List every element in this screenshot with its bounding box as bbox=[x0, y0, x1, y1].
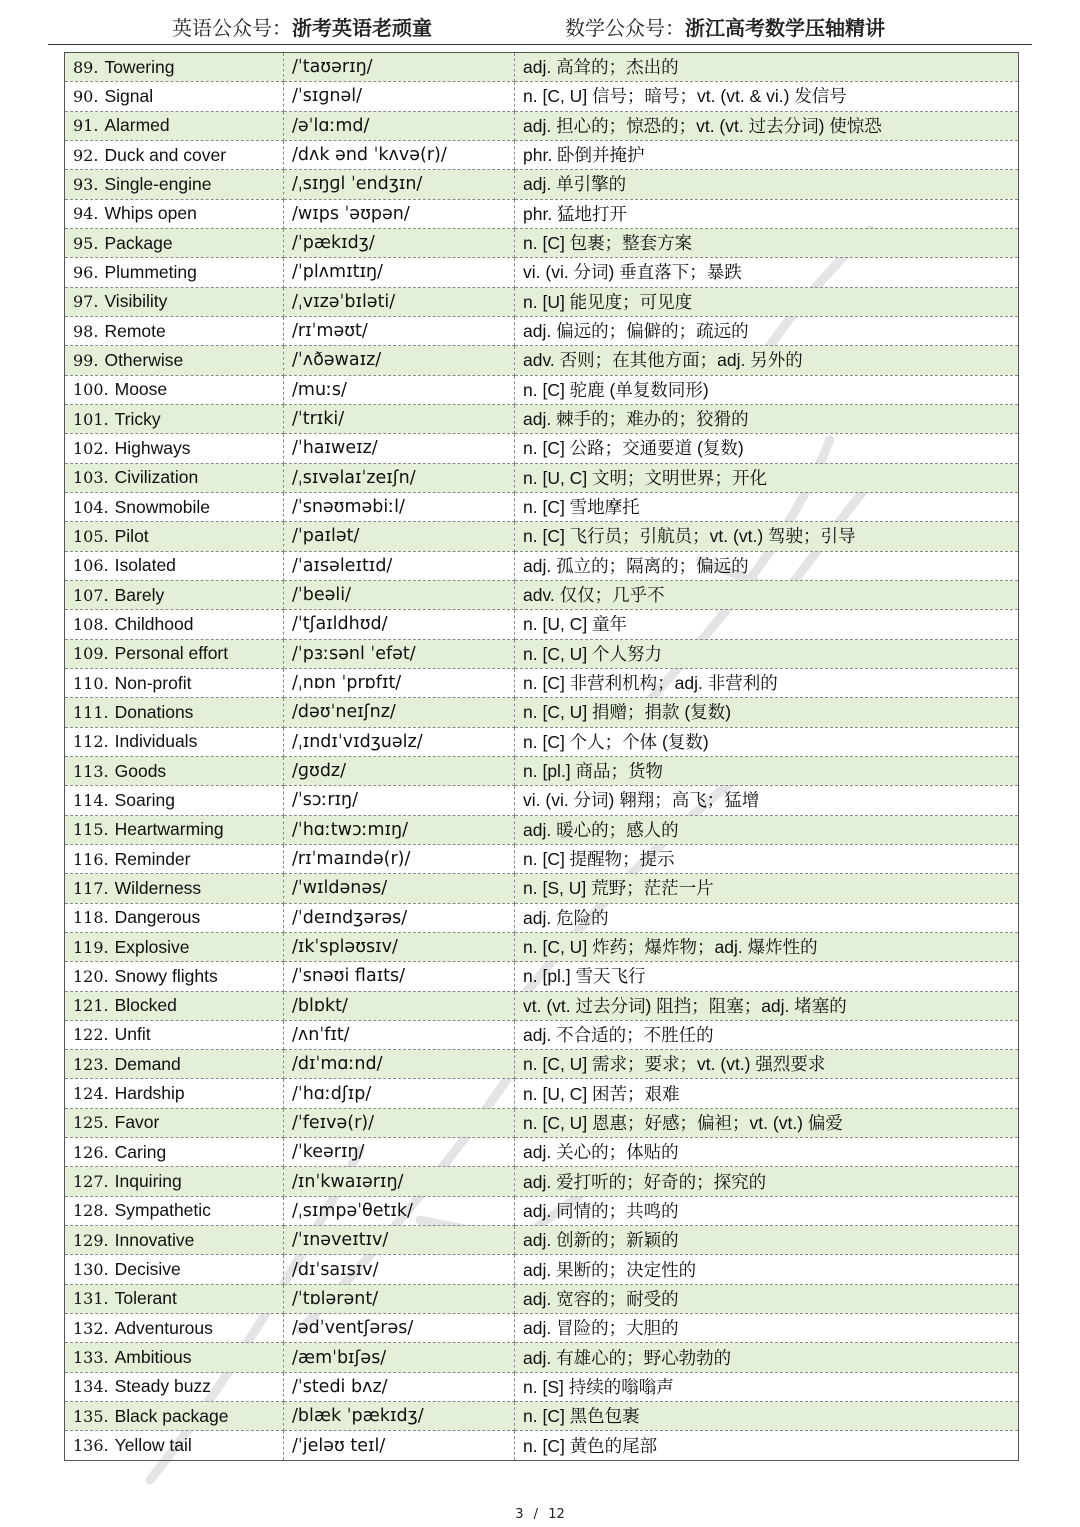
table-row bbox=[65, 756, 1019, 785]
entry-word: Plummeting bbox=[104, 261, 197, 282]
entry-meaning: n. [S] 持续的嗡嗡声 bbox=[515, 1372, 1019, 1401]
entry-cell bbox=[65, 932, 284, 961]
table-row bbox=[65, 170, 1019, 199]
entry-meaning: adj. 果断的；决定性的 bbox=[515, 1255, 1019, 1284]
table-row bbox=[65, 1138, 1019, 1167]
entry-word: Explosive bbox=[114, 936, 190, 957]
entry-cell bbox=[65, 1079, 284, 1108]
entry-word: Tricky bbox=[114, 408, 161, 429]
entry-word: Towering bbox=[104, 56, 175, 77]
entry-meaning: n. [C, U] 恩惠；好感；偏袒；vt. (vt.) 偏爱 bbox=[515, 1108, 1019, 1137]
entry-phonetic: /ˌsɪŋɡl ˈendʒɪn/ bbox=[284, 170, 515, 199]
table-row bbox=[65, 698, 1019, 727]
entry-word: Wilderness bbox=[114, 877, 202, 898]
table-row bbox=[65, 962, 1019, 991]
entry-phonetic: /ˈtaʊərɪŋ/ bbox=[284, 53, 515, 82]
entry-word: Remote bbox=[104, 320, 166, 341]
table-row bbox=[65, 668, 1019, 697]
entry-word: Heartwarming bbox=[114, 819, 224, 840]
vocabulary-table bbox=[64, 52, 1019, 1461]
entry-number: 126. bbox=[73, 1142, 109, 1162]
entry-cell bbox=[65, 199, 284, 228]
table-row bbox=[65, 1226, 1019, 1255]
table-row bbox=[65, 932, 1019, 961]
entry-word: Favor bbox=[114, 1112, 160, 1133]
entry-phonetic: /muːs/ bbox=[284, 375, 515, 404]
table-row bbox=[65, 551, 1019, 580]
entry-number: 108. bbox=[73, 614, 109, 634]
entry-number: 104. bbox=[73, 497, 109, 517]
entry-number: 121. bbox=[73, 996, 109, 1016]
entry-cell bbox=[65, 1050, 284, 1079]
page-total: 12 bbox=[548, 1507, 565, 1522]
table-row bbox=[65, 610, 1019, 639]
entry-phonetic: /ˈhɑːdʃɪp/ bbox=[284, 1079, 515, 1108]
table-row bbox=[65, 1108, 1019, 1137]
entry-word: Innovative bbox=[114, 1229, 195, 1250]
entry-number: 91. bbox=[73, 116, 99, 136]
entry-phonetic: /ˈtɒlərənt/ bbox=[284, 1284, 515, 1313]
entry-phonetic: /ɡʊdz/ bbox=[284, 756, 515, 785]
entry-word: Barely bbox=[114, 584, 165, 605]
entry-meaning: n. [C, U] 捐赠；捐款 (复数) bbox=[515, 698, 1019, 727]
entry-phonetic: /ˈsnəʊi flaɪts/ bbox=[284, 962, 515, 991]
entry-number: 116. bbox=[73, 849, 109, 869]
entry-word: Civilization bbox=[114, 467, 199, 488]
entry-number: 136. bbox=[73, 1436, 109, 1456]
entry-word: Alarmed bbox=[104, 115, 170, 136]
entry-number: 127. bbox=[73, 1172, 109, 1192]
entry-number: 111. bbox=[73, 702, 109, 722]
entry-phonetic: /blæk ˈpækɪdʒ/ bbox=[284, 1402, 515, 1431]
entry-word: Tolerant bbox=[114, 1288, 177, 1309]
entry-cell bbox=[65, 1020, 284, 1049]
entry-word: Yellow tail bbox=[114, 1435, 192, 1456]
entry-word: Decisive bbox=[114, 1259, 181, 1280]
entry-word: Blocked bbox=[114, 995, 177, 1016]
entry-word: Inquiring bbox=[114, 1171, 182, 1192]
table-row bbox=[65, 316, 1019, 345]
table-row bbox=[65, 786, 1019, 815]
entry-number: 133. bbox=[73, 1348, 109, 1368]
entry-cell bbox=[65, 1255, 284, 1284]
entry-word: Black package bbox=[114, 1405, 229, 1426]
table-row bbox=[65, 1431, 1019, 1460]
table-row bbox=[65, 404, 1019, 433]
entry-meaning: n. [C] 包裹；整套方案 bbox=[515, 228, 1019, 257]
entry-word: Whips open bbox=[104, 203, 197, 224]
entry-phonetic: /əˈlɑːmd/ bbox=[284, 111, 515, 140]
entry-phonetic: /ˈdeɪndʒərəs/ bbox=[284, 903, 515, 932]
entry-number: 123. bbox=[73, 1054, 109, 1074]
entry-cell bbox=[65, 610, 284, 639]
entry-number: 129. bbox=[73, 1230, 109, 1250]
entry-meaning: vi. (vi. 分词) 翱翔；高飞；猛增 bbox=[515, 786, 1019, 815]
entry-number: 114. bbox=[73, 790, 109, 810]
page-separator: / bbox=[533, 1507, 539, 1522]
entry-phonetic: /ˈkeərɪŋ/ bbox=[284, 1138, 515, 1167]
entry-number: 128. bbox=[73, 1201, 109, 1221]
entry-word: Snowmobile bbox=[114, 496, 210, 517]
table-row bbox=[65, 727, 1019, 756]
table-row bbox=[65, 111, 1019, 140]
entry-word: Unfit bbox=[114, 1024, 151, 1045]
entry-phonetic: /ˈpækɪdʒ/ bbox=[284, 228, 515, 257]
page-number: 3 bbox=[515, 1507, 524, 1522]
entry-meaning: n. [C] 驼鹿 (单复数同形) bbox=[515, 375, 1019, 404]
table-row bbox=[65, 463, 1019, 492]
entry-phonetic: /ˈsɔːrɪŋ/ bbox=[284, 786, 515, 815]
entry-meaning: adj. 孤立的；隔离的；偏远的 bbox=[515, 551, 1019, 580]
entry-number: 117. bbox=[73, 878, 109, 898]
entry-phonetic: /ˈplʌmɪtɪŋ/ bbox=[284, 258, 515, 287]
entry-meaning: adj. 单引擎的 bbox=[515, 170, 1019, 199]
entry-meaning: n. [C] 提醒物；提示 bbox=[515, 844, 1019, 873]
entry-phonetic: /ˌvɪzəˈbɪləti/ bbox=[284, 287, 515, 316]
entry-word: Moose bbox=[114, 379, 168, 400]
table-row bbox=[65, 1255, 1019, 1284]
entry-cell bbox=[65, 228, 284, 257]
entry-word: Duck and cover bbox=[104, 144, 227, 165]
table-row bbox=[65, 346, 1019, 375]
entry-phonetic: /dəʊˈneɪʃnz/ bbox=[284, 698, 515, 727]
table-row bbox=[65, 82, 1019, 111]
entry-cell bbox=[65, 1431, 284, 1460]
entry-phonetic: /ˈwɪldənəs/ bbox=[284, 874, 515, 903]
table-row bbox=[65, 1314, 1019, 1343]
entry-meaning: adj. 不合适的；不胜任的 bbox=[515, 1020, 1019, 1049]
entry-phonetic: /ˈbeəli/ bbox=[284, 580, 515, 609]
entry-phonetic: /rɪˈməʊt/ bbox=[284, 316, 515, 345]
entry-number: 135. bbox=[73, 1406, 109, 1426]
entry-phonetic: /ˈsɪɡnəl/ bbox=[284, 82, 515, 111]
table-row bbox=[65, 1167, 1019, 1196]
page-footer bbox=[0, 1507, 1080, 1522]
entry-meaning: vi. (vi. 分词) 垂直落下；暴跌 bbox=[515, 258, 1019, 287]
entry-word: Snowy flights bbox=[114, 965, 218, 986]
entry-number: 92. bbox=[73, 145, 99, 165]
entry-number: 120. bbox=[73, 966, 109, 986]
entry-cell bbox=[65, 1314, 284, 1343]
table-row bbox=[65, 287, 1019, 316]
entry-phonetic: /ˌɪndɪˈvɪdʒuəlz/ bbox=[284, 727, 515, 756]
entry-meaning: adj. 创新的；新颖的 bbox=[515, 1226, 1019, 1255]
entry-word: Dangerous bbox=[114, 907, 201, 928]
entry-cell bbox=[65, 1284, 284, 1313]
table-row bbox=[65, 1284, 1019, 1313]
entry-cell bbox=[65, 375, 284, 404]
entry-meaning: adv. 否则；在其他方面；adj. 另外的 bbox=[515, 346, 1019, 375]
table-row bbox=[65, 228, 1019, 257]
entry-phonetic: /ˈʌðəwaɪz/ bbox=[284, 346, 515, 375]
entry-meaning: adj. 偏远的；偏僻的；疏远的 bbox=[515, 316, 1019, 345]
entry-meaning: vt. (vt. 过去分词) 阻挡；阻塞；adj. 堵塞的 bbox=[515, 991, 1019, 1020]
entry-meaning: n. [U, C] 困苦；艰难 bbox=[515, 1079, 1019, 1108]
entry-cell bbox=[65, 698, 284, 727]
table-row bbox=[65, 1372, 1019, 1401]
entry-cell bbox=[65, 140, 284, 169]
entry-number: 98. bbox=[73, 321, 99, 341]
entry-meaning: n. [U, C] 文明；文明世界；开化 bbox=[515, 463, 1019, 492]
entry-number: 125. bbox=[73, 1113, 109, 1133]
entry-meaning: n. [S, U] 荒野；茫茫一片 bbox=[515, 874, 1019, 903]
table-row bbox=[65, 434, 1019, 463]
entry-cell bbox=[65, 258, 284, 287]
entry-cell bbox=[65, 53, 284, 82]
entry-number: 103. bbox=[73, 468, 109, 488]
table-row bbox=[65, 1050, 1019, 1079]
entry-cell bbox=[65, 346, 284, 375]
entry-cell bbox=[65, 962, 284, 991]
entry-number: 97. bbox=[73, 292, 99, 312]
entry-meaning: n. [C] 非营利机构；adj. 非营利的 bbox=[515, 668, 1019, 697]
table-row bbox=[65, 522, 1019, 551]
entry-word: Donations bbox=[114, 701, 194, 722]
entry-cell bbox=[65, 551, 284, 580]
entry-number: 105. bbox=[73, 526, 109, 546]
entry-cell bbox=[65, 639, 284, 668]
entry-cell bbox=[65, 1372, 284, 1401]
entry-cell bbox=[65, 287, 284, 316]
table-row bbox=[65, 140, 1019, 169]
entry-cell bbox=[65, 580, 284, 609]
entry-number: 93. bbox=[73, 174, 99, 194]
entry-meaning: adj. 棘手的；难办的；狡猾的 bbox=[515, 404, 1019, 433]
table-row bbox=[65, 580, 1019, 609]
entry-word: Non-profit bbox=[114, 672, 192, 693]
entry-number: 115. bbox=[73, 820, 109, 840]
entry-word: Adventurous bbox=[114, 1317, 213, 1338]
entry-word: Goods bbox=[114, 760, 167, 781]
entry-phonetic: /ˈaɪsəleɪtɪd/ bbox=[284, 551, 515, 580]
entry-meaning: adj. 担心的；惊恐的；vt. (vt. 过去分词) 使惊恐 bbox=[515, 111, 1019, 140]
table-row bbox=[65, 1079, 1019, 1108]
entry-number: 107. bbox=[73, 585, 109, 605]
entry-phonetic: /ˈɪnəveɪtɪv/ bbox=[284, 1226, 515, 1255]
entry-meaning: n. [C] 飞行员；引航员；vt. (vt.) 驾驶；引导 bbox=[515, 522, 1019, 551]
entry-word: Caring bbox=[114, 1141, 167, 1162]
entry-cell bbox=[65, 786, 284, 815]
table-row bbox=[65, 874, 1019, 903]
entry-cell bbox=[65, 522, 284, 551]
entry-word: Reminder bbox=[114, 848, 191, 869]
entry-phonetic: /ɪkˈspləʊsɪv/ bbox=[284, 932, 515, 961]
entry-number: 110. bbox=[73, 673, 109, 693]
entry-number: 131. bbox=[73, 1289, 109, 1309]
entry-number: 124. bbox=[73, 1084, 109, 1104]
entry-meaning: adv. 仅仅；几乎不 bbox=[515, 580, 1019, 609]
entry-cell bbox=[65, 492, 284, 521]
entry-word: Childhood bbox=[114, 613, 194, 634]
entry-phonetic: /ɪnˈkwaɪərɪŋ/ bbox=[284, 1167, 515, 1196]
entry-number: 134. bbox=[73, 1377, 109, 1397]
entry-phonetic: /ədˈventʃərəs/ bbox=[284, 1314, 515, 1343]
entry-meaning: n. [C, U] 信号；暗号；vt. (vt. & vi.) 发信号 bbox=[515, 82, 1019, 111]
page-header bbox=[0, 0, 1080, 46]
entry-phonetic: /ʌnˈfɪt/ bbox=[284, 1020, 515, 1049]
entry-meaning: adj. 冒险的；大胆的 bbox=[515, 1314, 1019, 1343]
entry-phonetic: /dʌk ənd ˈkʌvə(r)/ bbox=[284, 140, 515, 169]
entry-phonetic: /æmˈbɪʃəs/ bbox=[284, 1343, 515, 1372]
entry-cell bbox=[65, 815, 284, 844]
entry-cell bbox=[65, 756, 284, 785]
entry-word: Ambitious bbox=[114, 1347, 192, 1368]
entry-meaning: n. [U] 能见度；可见度 bbox=[515, 287, 1019, 316]
entry-meaning: n. [pl.] 商品；货物 bbox=[515, 756, 1019, 785]
entry-phonetic: /ˈhɑːtwɔːmɪŋ/ bbox=[284, 815, 515, 844]
entry-meaning: adj. 同情的；共鸣的 bbox=[515, 1196, 1019, 1225]
entry-meaning: adj. 暖心的；感人的 bbox=[515, 815, 1019, 844]
entry-phonetic: /dɪˈmɑːnd/ bbox=[284, 1050, 515, 1079]
entry-cell bbox=[65, 1167, 284, 1196]
entry-word: Sympathetic bbox=[114, 1200, 211, 1221]
entry-meaning: adj. 爱打听的；好奇的；探究的 bbox=[515, 1167, 1019, 1196]
entry-cell bbox=[65, 82, 284, 111]
entry-number: 90. bbox=[73, 86, 99, 106]
entry-number: 119. bbox=[73, 937, 109, 957]
entry-number: 122. bbox=[73, 1025, 109, 1045]
entry-number: 101. bbox=[73, 409, 109, 429]
table-row bbox=[65, 199, 1019, 228]
entry-phonetic: /ˈhaɪweɪz/ bbox=[284, 434, 515, 463]
entry-meaning: n. [C, U] 炸药；爆炸物；adj. 爆炸性的 bbox=[515, 932, 1019, 961]
entry-phonetic: /ˌnɒn ˈprɒfɪt/ bbox=[284, 668, 515, 697]
entry-number: 94. bbox=[73, 204, 99, 224]
entry-word: Personal effort bbox=[114, 643, 229, 664]
entry-phonetic: /ˈstedi bʌz/ bbox=[284, 1372, 515, 1401]
table-row bbox=[65, 639, 1019, 668]
entry-cell bbox=[65, 727, 284, 756]
entry-phonetic: /ˌsɪmpəˈθetɪk/ bbox=[284, 1196, 515, 1225]
entry-meaning: n. [C] 黑色包裹 bbox=[515, 1402, 1019, 1431]
entry-phonetic: /rɪˈmaɪndə(r)/ bbox=[284, 844, 515, 873]
entry-word: Demand bbox=[114, 1053, 181, 1074]
entry-phonetic: /ˈtrɪki/ bbox=[284, 404, 515, 433]
entry-meaning: adj. 宽容的；耐受的 bbox=[515, 1284, 1019, 1313]
entry-word: Isolated bbox=[114, 555, 176, 576]
entry-cell bbox=[65, 316, 284, 345]
entry-word: Single-engine bbox=[104, 173, 212, 194]
entry-cell bbox=[65, 903, 284, 932]
entry-cell bbox=[65, 170, 284, 199]
entry-meaning: n. [pl.] 雪天飞行 bbox=[515, 962, 1019, 991]
entry-word: Soaring bbox=[114, 789, 175, 810]
entry-meaning: phr. 卧倒并掩护 bbox=[515, 140, 1019, 169]
entry-phonetic: /ˈsnəʊməbiːl/ bbox=[284, 492, 515, 521]
entry-phonetic: /blɒkt/ bbox=[284, 991, 515, 1020]
entry-number: 96. bbox=[73, 262, 99, 282]
entry-phonetic: /ˌsɪvəlaɪˈzeɪʃn/ bbox=[284, 463, 515, 492]
table-row bbox=[65, 1402, 1019, 1431]
table-row bbox=[65, 903, 1019, 932]
entry-word: Individuals bbox=[114, 731, 198, 752]
entry-cell bbox=[65, 991, 284, 1020]
entry-number: 130. bbox=[73, 1260, 109, 1280]
entry-meaning: n. [C, U] 需求；要求；vt. (vt.) 强烈要求 bbox=[515, 1050, 1019, 1079]
entry-number: 102. bbox=[73, 438, 109, 458]
table-row bbox=[65, 53, 1019, 82]
entry-word: Hardship bbox=[114, 1083, 185, 1104]
table-row bbox=[65, 258, 1019, 287]
entry-number: 112. bbox=[73, 732, 109, 752]
entry-phonetic: /ˈtʃaɪldhʊd/ bbox=[284, 610, 515, 639]
entry-number: 100. bbox=[73, 380, 109, 400]
entry-number: 118. bbox=[73, 908, 109, 928]
entry-word: Otherwise bbox=[104, 349, 184, 370]
entry-meaning: phr. 猛地打开 bbox=[515, 199, 1019, 228]
entry-cell bbox=[65, 1402, 284, 1431]
entry-number: 99. bbox=[73, 350, 99, 370]
entry-phonetic: /ˈpɜːsənl ˈefət/ bbox=[284, 639, 515, 668]
entry-phonetic: /ˈpaɪlət/ bbox=[284, 522, 515, 551]
entry-cell bbox=[65, 844, 284, 873]
entry-word: Visibility bbox=[104, 291, 168, 312]
entry-meaning: n. [C] 个人；个体 (复数) bbox=[515, 727, 1019, 756]
entry-number: 89. bbox=[73, 57, 99, 77]
entry-cell bbox=[65, 1196, 284, 1225]
entry-phonetic: /dɪˈsaɪsɪv/ bbox=[284, 1255, 515, 1284]
entry-meaning: n. [C, U] 个人努力 bbox=[515, 639, 1019, 668]
entry-number: 132. bbox=[73, 1318, 109, 1338]
entry-meaning: n. [C] 公路；交通要道 (复数) bbox=[515, 434, 1019, 463]
entry-word: Pilot bbox=[114, 525, 149, 546]
table-row bbox=[65, 991, 1019, 1020]
entry-word: Signal bbox=[104, 85, 154, 106]
table-row bbox=[65, 492, 1019, 521]
entry-meaning: adj. 有雄心的；野心勃勃的 bbox=[515, 1343, 1019, 1372]
table-row bbox=[65, 1196, 1019, 1225]
entry-cell bbox=[65, 874, 284, 903]
entry-cell bbox=[65, 1343, 284, 1372]
math-account-name: 浙江高考数学压轴精讲 bbox=[685, 16, 885, 40]
entry-number: 109. bbox=[73, 644, 109, 664]
entry-word: Highways bbox=[114, 437, 191, 458]
header-divider bbox=[48, 44, 1032, 45]
entry-meaning: adj. 危险的 bbox=[515, 903, 1019, 932]
entry-word: Package bbox=[104, 232, 173, 253]
table-row bbox=[65, 375, 1019, 404]
entry-number: 106. bbox=[73, 556, 109, 576]
entry-phonetic: /ˈjeləʊ teɪl/ bbox=[284, 1431, 515, 1460]
english-account-label: 英语公众号：浙考英语老顽童 bbox=[172, 16, 432, 40]
table-row bbox=[65, 1343, 1019, 1372]
entry-number: 113. bbox=[73, 761, 109, 781]
table-row bbox=[65, 815, 1019, 844]
entry-number: 95. bbox=[73, 233, 99, 253]
entry-phonetic: /wɪps ˈəʊpən/ bbox=[284, 199, 515, 228]
entry-meaning: n. [C] 黄色的尾部 bbox=[515, 1431, 1019, 1460]
entry-phonetic: /ˈfeɪvə(r)/ bbox=[284, 1108, 515, 1137]
entry-cell bbox=[65, 434, 284, 463]
entry-word: Steady buzz bbox=[114, 1376, 211, 1397]
table-row bbox=[65, 1020, 1019, 1049]
entry-meaning: adj. 高耸的；杰出的 bbox=[515, 53, 1019, 82]
english-account-name: 浙考英语老顽童 bbox=[292, 16, 432, 40]
entry-cell bbox=[65, 463, 284, 492]
math-account-label: 数学公众号：浙江高考数学压轴精讲 bbox=[565, 16, 885, 40]
entry-cell bbox=[65, 1226, 284, 1255]
entry-meaning: adj. 关心的；体贴的 bbox=[515, 1138, 1019, 1167]
entry-cell bbox=[65, 1138, 284, 1167]
entry-cell bbox=[65, 1108, 284, 1137]
entry-cell bbox=[65, 668, 284, 697]
entry-meaning: n. [C] 雪地摩托 bbox=[515, 492, 1019, 521]
entry-cell bbox=[65, 111, 284, 140]
table-row bbox=[65, 844, 1019, 873]
entry-meaning: n. [U, C] 童年 bbox=[515, 610, 1019, 639]
entry-cell bbox=[65, 404, 284, 433]
